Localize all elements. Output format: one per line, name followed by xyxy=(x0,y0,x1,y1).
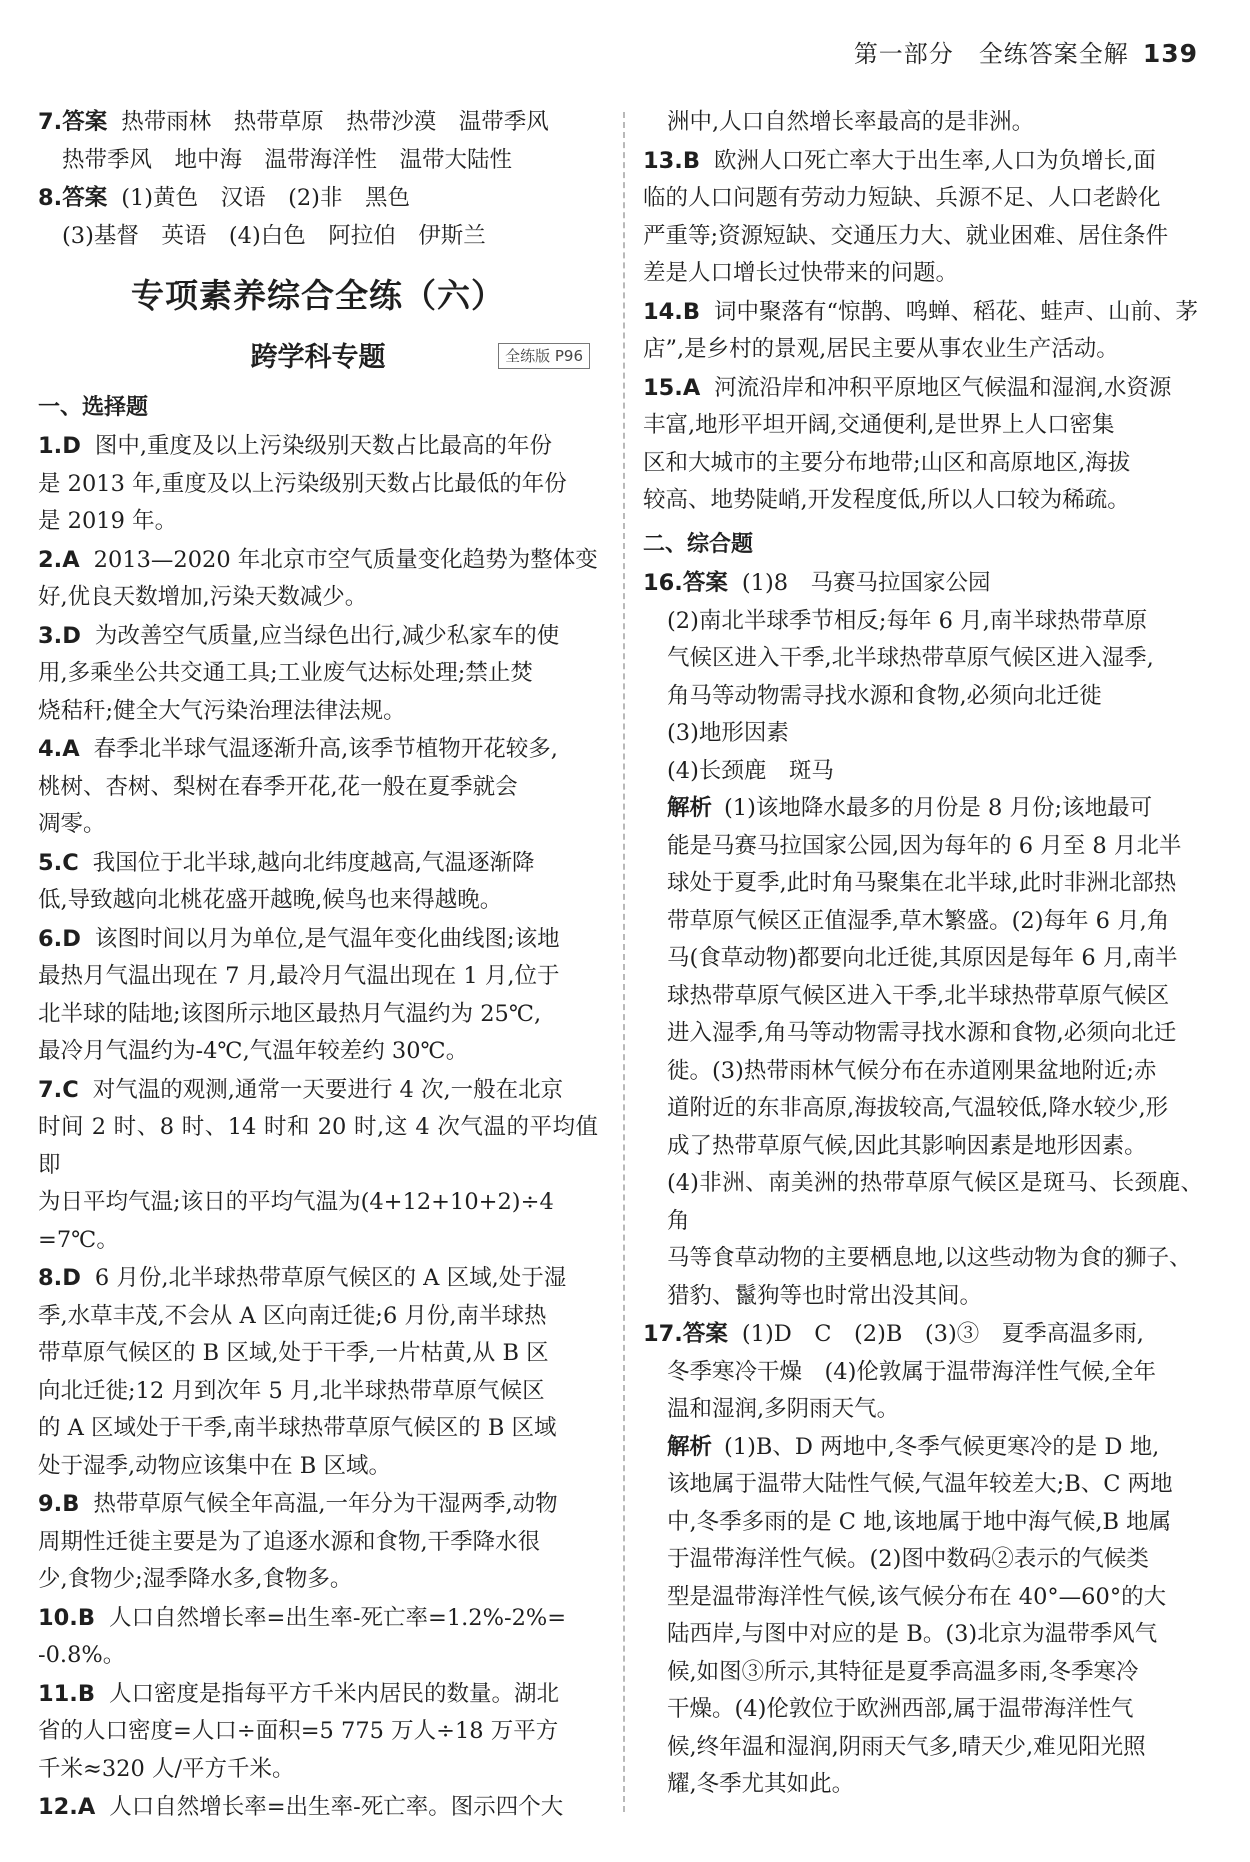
analysis-text: 候,如图③所示,其特征是夏季高温多雨,冬季寒冷 xyxy=(667,1658,1139,1685)
answer-text: (1)8 马赛马拉国家公园 xyxy=(741,570,991,596)
answer-number: 2.A xyxy=(38,546,80,573)
analysis-text: 耀,冬季尤其如此。 xyxy=(667,1771,855,1797)
answer-text: (1)黄色 汉语 (2)非 黑色 xyxy=(121,185,410,211)
analysis-text: 成了热带草原气候,因此其影响因素是地形因素。 xyxy=(667,1132,1147,1159)
answer-item xyxy=(38,1789,598,1827)
answer-text: 6 月份,北半球热带草原气候区的 A 区域,处于湿 xyxy=(94,1265,567,1291)
answer-7 xyxy=(38,104,598,179)
section-title: 专项素养综合全练（六） xyxy=(131,276,505,315)
answer-text: 气候区进入干季,北半球热带草原气候区进入湿季, xyxy=(667,645,1154,671)
analysis-text: (1)该地降水最多的月份是 8 月份;该地最可 xyxy=(724,795,1153,821)
answer-number: 7.C xyxy=(38,1076,79,1103)
answer-text: 临的人口问题有劳动力短缺、兵源不足、人口老龄化 xyxy=(643,185,1161,211)
answer-text: 用,多乘坐公共交通工具;工业废气达标处理;禁止焚 xyxy=(38,660,533,686)
answer-number: 3.D xyxy=(38,622,81,649)
answer-item xyxy=(643,143,1203,293)
answer-item xyxy=(38,1072,598,1260)
answer-text: 人口密度是指每平方千米内居民的数量。湖北 xyxy=(109,1680,560,1707)
answer-item xyxy=(643,370,1203,520)
answer-item xyxy=(38,1600,598,1675)
answer-label: 7.答案 xyxy=(38,109,108,135)
analysis-text: 于温带海洋性气候。(2)图中数码②表示的气候类 xyxy=(667,1546,1149,1572)
analysis-text: 球热带草原气候区进入干季,北半球热带草原气候区 xyxy=(667,982,1170,1009)
choice-answer-list xyxy=(38,428,598,1827)
answer-item xyxy=(38,1260,598,1485)
answer-label: 8.答案 xyxy=(38,185,108,211)
analysis-text: 猎豹、鬣狗等也时常出没其间。 xyxy=(667,1282,983,1309)
answer-text: 时间 2 时、8 时、14 时和 20 时,这 4 次气温的平均值即 xyxy=(38,1114,598,1178)
analysis-text: 候,终年温和湿润,阴雨天气多,晴天少,难见阳光照 xyxy=(667,1733,1146,1760)
analysis-text: 马(食草动物)都要向北迁徙,其原因是每年 6 月,南半 xyxy=(667,945,1178,971)
answer-text: 少,食物少;湿季降水多,食物多。 xyxy=(38,1566,353,1592)
answer-text: 热带季风 地中海 温带海洋性 温带大陆性 xyxy=(62,146,513,173)
answer-text: 对气温的观测,通常一天要进行 4 次,一般在北京 xyxy=(92,1076,564,1103)
answer-text: 为日平均气温;该日的平均气温为(4+12+10+2)÷4 xyxy=(38,1189,554,1215)
answer-text: 向北迁徙;12 月到次年 5 月,北半球热带草原气候区 xyxy=(38,1377,545,1404)
answer-text: 为改善空气质量,应当绿色出行,减少私家车的使 xyxy=(94,622,560,649)
analysis-text: (4)非洲、南美洲的热带草原气候区是斑马、长颈鹿、角 xyxy=(667,1170,1203,1234)
answer-text: =7℃。 xyxy=(38,1226,119,1253)
answer-text: 丰富,地形平坦开阔,交通便利,是世界上人口密集 xyxy=(643,412,1115,438)
answer-item xyxy=(38,1676,598,1789)
analysis-text: 球处于夏季,此时角马聚集在北半球,此时非洲北部热 xyxy=(667,870,1177,896)
column-divider xyxy=(623,112,625,1812)
answer-item xyxy=(643,294,1203,369)
analysis-text: 进入湿季,角马等动物需寻找水源和食物,必须向北迁 xyxy=(667,1020,1177,1046)
header-section: 第一部分 全练答案全解 xyxy=(853,40,1129,68)
answer-number: 1.D xyxy=(38,433,81,459)
answer-item xyxy=(38,845,598,920)
answer-text: 欧洲人口死亡率大于出生率,人口为负增长,面 xyxy=(714,147,1156,174)
answer-text: 春季北半球气温逐渐升高,该季节植物开花较多, xyxy=(93,736,558,762)
answer-number: 15.A xyxy=(643,374,701,401)
analysis-text: (1)B、D 两地中,冬季气候更寒冷的是 D 地, xyxy=(724,1433,1160,1460)
answer-text: 热带雨林 热带草原 热带沙漠 温带季风 xyxy=(121,109,549,135)
answer-number: 12.A xyxy=(38,1794,96,1820)
analysis-text: 陆西岸,与图中对应的是 B。(3)北京为温带季风气 xyxy=(667,1621,1158,1647)
right-column xyxy=(643,104,1203,1805)
answer-item xyxy=(38,1486,598,1599)
answer-text: 好,优良天数增加,污染天数减少。 xyxy=(38,584,368,610)
answer-number: 9.B xyxy=(38,1491,80,1517)
answer-text: 周期性迁徙主要是为了追逐水源和食物,干季降水很 xyxy=(38,1528,541,1555)
analysis-label: 解析 xyxy=(667,1433,713,1460)
answer-label: 17.答案 xyxy=(643,1321,728,1347)
answer-text: 店”,是乡村的景观,居民主要从事农业生产活动。 xyxy=(643,336,1119,362)
answer-number: 5.C xyxy=(38,849,79,876)
answer-text: 凋零。 xyxy=(38,811,106,837)
answer-number: 8.D xyxy=(38,1265,81,1291)
answer-text: (3)地形因素 xyxy=(667,720,789,746)
answer-number: 10.B xyxy=(38,1604,96,1631)
answer-text: 烧秸秆;健全大气污染治理法律法规。 xyxy=(38,697,406,724)
answer-text: 洲中,人口自然增长率最高的是非洲。 xyxy=(667,109,1035,135)
answer-text: 冬季寒冷干燥 (4)伦敦属于温带海洋性气候,全年 xyxy=(667,1358,1157,1385)
answer-text: (2)南北半球季节相反;每年 6 月,南半球热带草原 xyxy=(667,607,1148,634)
answer-text: (4)长颈鹿 斑马 xyxy=(667,757,834,784)
page-number: 139 xyxy=(1142,39,1198,68)
answer-number: 6.D xyxy=(38,925,81,952)
answer-text: 图中,重度及以上污染级别天数占比最高的年份 xyxy=(94,433,553,459)
analysis-label: 解析 xyxy=(667,795,713,821)
answer-text: 人口自然增长率=出生率-死亡率。图示四个大 xyxy=(109,1794,564,1820)
answer-number: 13.B xyxy=(643,147,701,174)
answer-text: 词中聚落有“惊鹊、鸣蝉、稻花、蛙声、山前、茅 xyxy=(714,298,1199,325)
answer-text: 河流沿岸和冲积平原地区气候温和湿润,水资源 xyxy=(714,374,1172,401)
answer-number: 4.A xyxy=(38,736,80,762)
choice-answer-list-continued xyxy=(643,143,1203,520)
left-column xyxy=(38,104,598,1828)
answer-text: 我国位于北半球,越向北纬度越高,气温逐渐降 xyxy=(92,849,535,876)
answer-text: 人口自然增长率=出生率-死亡率=1.2%-2%= xyxy=(109,1604,567,1631)
analysis-text: 能是马赛马拉国家公园,因为每年的 6 月至 8 月北半 xyxy=(667,832,1182,859)
analysis-text: 带草原气候区正值湿季,草木繁盛。(2)每年 6 月,角 xyxy=(667,907,1170,934)
answer-16 xyxy=(643,565,1203,1315)
answer-text: 千米≈320 人/平方千米。 xyxy=(38,1755,295,1782)
answer-number: 14.B xyxy=(643,298,701,325)
answer-item xyxy=(38,542,598,617)
subtitle-row xyxy=(38,333,598,383)
answer-12-continued xyxy=(643,104,1203,142)
answer-text: 是 2019 年。 xyxy=(38,508,178,534)
answer-text: 桃树、杏树、梨树在春季开花,花一般在夏季就会 xyxy=(38,773,518,800)
answer-8 xyxy=(38,180,598,255)
answer-text: 是 2013 年,重度及以上污染级别天数占比最低的年份 xyxy=(38,470,567,497)
answer-text: 严重等;资源短缺、交通压力大、就业困难、居住条件 xyxy=(643,222,1169,249)
answer-text: 角马等动物需寻找水源和食物,必须向北迁徙 xyxy=(667,682,1102,709)
analysis-text: 道附近的东非高原,海拔较高,气温较低,降水较少,形 xyxy=(667,1095,1169,1121)
page-header xyxy=(854,34,1198,69)
answer-text: -0.8%。 xyxy=(38,1642,126,1668)
analysis-text: 马等食草动物的主要栖息地,以这些动物为食的狮子、 xyxy=(667,1245,1192,1271)
answer-text: 的 A 区域处于干季,南半球热带草原气候区的 B 区域 xyxy=(38,1415,557,1441)
analysis-text: 干燥。(4)伦敦位于欧洲西部,属于温带海洋性气 xyxy=(667,1696,1134,1722)
answer-text: 热带草原气候全年高温,一年分为干湿两季,动物 xyxy=(93,1491,558,1517)
answer-text: 温和湿润,多阴雨天气。 xyxy=(667,1396,900,1422)
answer-text: 最冷月气温约为-4℃,气温年较差约 30℃。 xyxy=(38,1038,469,1064)
reference-tag: 全练版 P96 xyxy=(498,343,590,369)
answer-label: 16.答案 xyxy=(643,570,728,596)
answer-17 xyxy=(643,1316,1203,1804)
answer-text: 季,水草丰茂,不会从 A 区向南迁徙;6 月份,南半球热 xyxy=(38,1302,547,1329)
subtitle: 跨学科专题 xyxy=(250,341,386,373)
analysis-text: 中,冬季多雨的是 C 地,该地属于地中海气候,B 地属 xyxy=(667,1508,1172,1535)
answer-text: 最热月气温出现在 7 月,最冷月气温出现在 1 月,位于 xyxy=(38,963,560,989)
answer-text: 2013—2020 年北京市空气质量变化趋势为整体变 xyxy=(93,546,598,573)
answer-text: (3)基督 英语 (4)白色 阿拉伯 伊斯兰 xyxy=(62,222,486,249)
section-heading-synthesis: 二、综合题 xyxy=(643,531,754,557)
analysis-text: 徙。(3)热带雨林气候分布在赤道刚果盆地附近;赤 xyxy=(667,1057,1157,1084)
answer-text: 较高、地势陡峭,开发程度低,所以人口较为稀疏。 xyxy=(643,487,1130,513)
answer-text: 北半球的陆地;该图所示地区最热月气温约为 25℃, xyxy=(38,1000,542,1027)
answer-text: 区和大城市的主要分布地带;山区和高原地区,海拔 xyxy=(643,449,1131,476)
answer-item xyxy=(38,428,598,541)
answer-text: 省的人口密度=人口÷面积=5 775 万人÷18 万平方 xyxy=(38,1718,559,1744)
answer-item xyxy=(38,731,598,844)
analysis-text: 该地属于温带大陆性气候,气温年较差大;B、C 两地 xyxy=(667,1471,1173,1497)
analysis-text: 型是温带海洋性气候,该气候分布在 40°—60°的大 xyxy=(667,1583,1167,1610)
answer-item xyxy=(38,618,598,731)
answer-text: (1)D C (2)B (3)③ 夏季高温多雨, xyxy=(741,1321,1144,1347)
answer-text: 低,导致越向北桃花盛开越晚,候鸟也来得越晚。 xyxy=(38,887,503,913)
section-heading-choice: 一、选择题 xyxy=(38,394,149,420)
answer-text: 该图时间以月为单位,是气温年变化曲线图;该地 xyxy=(94,925,560,952)
answer-text: 差是人口增长过快带来的问题。 xyxy=(643,260,959,286)
answer-item xyxy=(38,921,598,1071)
answer-number: 11.B xyxy=(38,1680,96,1707)
answer-text: 带草原气候区的 B 区域,处于干季,一片枯黄,从 B 区 xyxy=(38,1340,549,1366)
answer-text: 处于湿季,动物应该集中在 B 区域。 xyxy=(38,1452,391,1479)
